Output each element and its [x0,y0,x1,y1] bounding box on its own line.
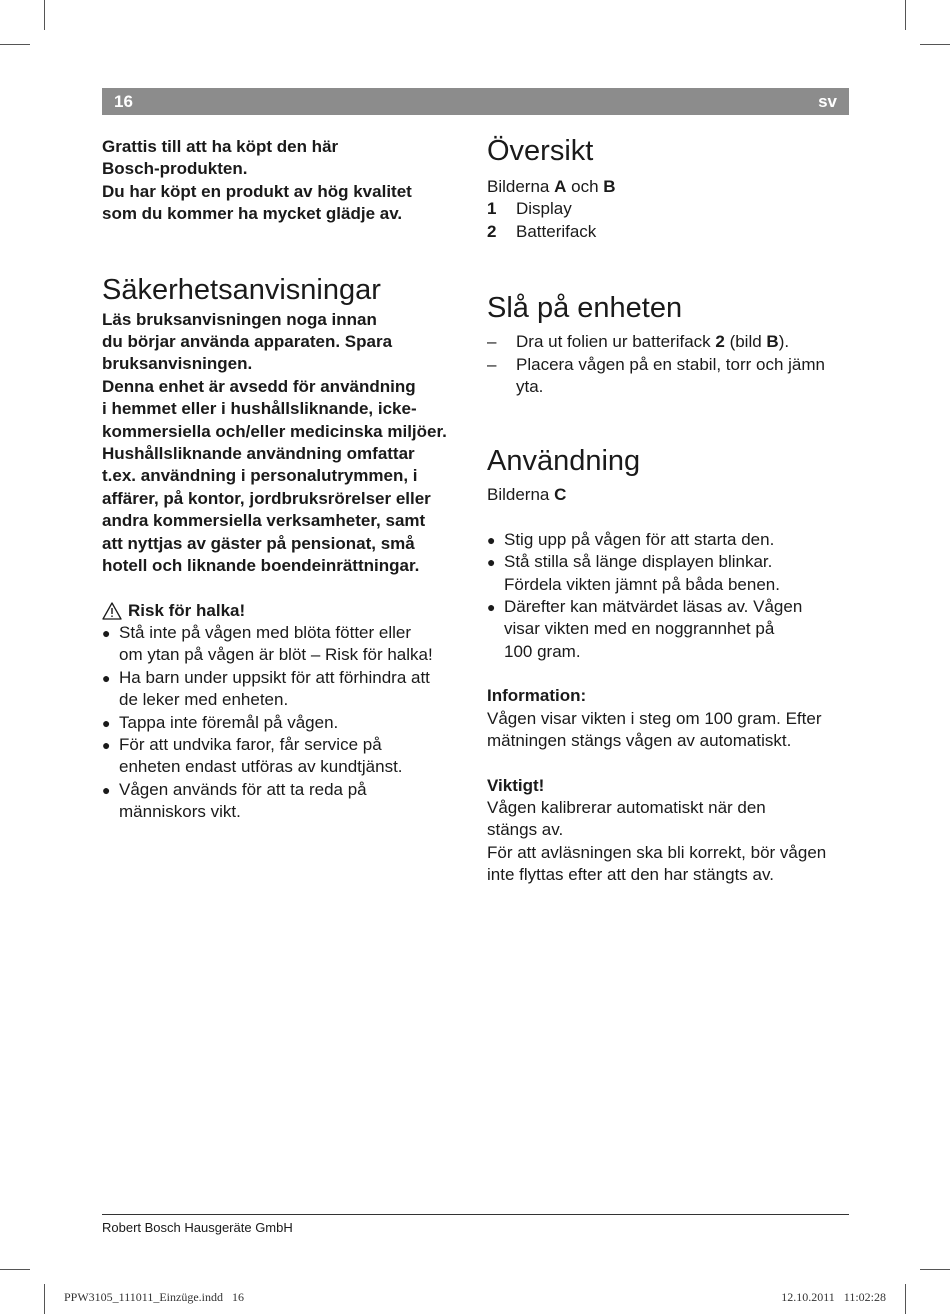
bullet-line: Stå stilla så länge displayen blinkar. [504,552,773,572]
step-line [516,331,849,353]
safety-line: Hushållsliknande användning omfattar [102,444,415,464]
safety-bullet-list [102,622,472,824]
list-item [102,667,472,712]
bullet-line: människors vikt. [119,802,241,822]
safety-line: kommersiella och/eller medicinska miljöer. [102,421,447,441]
intro-line: Grattis till att ha köpt den här [102,137,339,156]
step-line: Placera vågen på en stabil, torr och jämn [516,354,826,374]
bullet-icon: ● [102,781,111,798]
list-item [487,221,849,243]
step-text: Dra ut folien ur batterifack [516,332,716,352]
language-code: sv [818,92,837,111]
intro-paragraph [102,136,472,226]
page-header-bar [102,88,849,115]
important-line: inte flyttas efter att den har stängts av. [487,865,774,885]
crop-mark [44,1284,45,1314]
bullet-icon: ● [102,669,111,686]
list-item [487,529,849,551]
safety-line: andra kommersiella verksamheter, samt [102,511,426,531]
warning-heading [102,600,472,622]
crop-mark [0,1269,30,1270]
usage-heading: Användning [487,445,641,478]
figures-prefix: Bilderna [487,177,555,196]
safety-line: Denna enhet är avsedd för användning [102,376,416,396]
usage-figures [487,484,849,506]
bullet-line: om ytan på vågen är blöt – Risk för halka! [119,645,433,665]
step-text: ). [778,332,790,352]
part-number: 2 [487,221,497,241]
bullet-icon: ● [102,736,111,753]
intro-line: Bosch-produkten. [102,159,248,179]
crop-mark [44,0,45,30]
print-slug-left: PPW3105_111011_Einzüge.indd 16 [64,1290,244,1304]
print-slug-right: 12.10.2011 11:02:28 [781,1290,886,1304]
part-label: Batterifack [516,221,597,241]
info-paragraph [487,708,849,753]
figure-ref-b: B [766,332,779,352]
crop-mark [0,44,30,45]
list-item [102,734,472,779]
safety-line: i hemmet eller i hushållsliknande, icke- [102,399,417,419]
footer-divider [102,1214,849,1215]
important-line: stängs av. [487,820,564,840]
important-paragraph [487,797,849,887]
page-number: 16 [114,92,133,111]
list-item [102,779,472,824]
and-word: och [566,177,604,196]
list-item [487,198,849,220]
warning-triangle-icon [102,602,122,620]
list-item [102,712,472,734]
warning-title: Risk för halka! [128,600,246,620]
safety-line: t.ex. användning i personalutrymmen, i [102,466,418,486]
safety-line: hotell och liknande boendeinrättningar. [102,556,420,576]
figure-ref-a: A [554,177,567,196]
overview-figures [487,176,849,198]
list-item [102,622,472,667]
turn-on-steps [487,331,849,398]
overview-parts-list [487,198,849,243]
crop-mark [905,0,906,30]
bullet-line: 100 gram. [504,641,581,661]
part-number: 1 [487,199,497,219]
safety-paragraph [102,309,472,578]
step-line: yta. [516,377,544,397]
intro-line: Du har köpt en produkt av hög kvalitet [102,181,412,201]
bullet-line: enheten endast utföras av kundtjänst. [119,757,403,777]
figures-prefix: Bilderna [487,485,555,505]
bullet-icon: ● [102,624,111,641]
bullet-line: Stå inte på vågen med blöta fötter eller [119,622,412,642]
figure-ref-c: C [554,485,567,505]
info-line: mätningen stängs vågen av automatiskt. [487,731,792,751]
bullet-line: Stig upp på vågen för att starta den. [504,529,775,549]
bullet-line: de leker med enheten. [119,690,289,710]
info-heading: Information: [487,686,587,706]
bullet-icon: ● [487,554,496,571]
list-item [487,331,849,353]
important-line: För att avläsningen ska bli korrekt, bör vågen [487,842,827,862]
bullet-line: Ha barn under uppsikt för att förhindra att [119,667,430,687]
important-line: Vågen kalibrerar automatiskt när den [487,797,766,817]
info-line: Vågen visar vikten i steg om 100 gram. Efter [487,708,822,728]
list-item [487,354,849,399]
bullet-line: Därefter kan mätvärdet läsas av. Vågen [504,597,803,617]
dash-icon: – [487,354,497,374]
bullet-line: För att undvika faror, får service på [119,734,382,754]
safety-line: affärer, på kontor, jordbruksrörelser eller [102,488,431,508]
overview-heading: Översikt [487,135,594,167]
bullet-line: Fördela vikten jämnt på båda benen. [504,574,780,594]
important-heading: Viktigt! [487,775,545,795]
bullet-icon: ● [102,714,111,731]
left-column [102,136,472,824]
turn-on-heading: Slå på enheten [487,292,683,325]
crop-mark [920,1269,950,1270]
part-label: Display [516,199,572,219]
figure-ref-b: B [603,177,616,196]
safety-line: att nyttjas av gäster på pensionat, små [102,533,415,553]
safety-heading: Säkerhetsanvisningar [102,273,381,306]
safety-line: bruksanvisningen. [102,354,253,374]
crop-mark [920,44,950,45]
right-column [487,136,849,887]
footer-company: Robert Bosch Hausgeräte GmbH [102,1220,293,1235]
bullet-line: Vågen används för att ta reda på [119,779,367,799]
bullet-icon: ● [487,531,496,548]
bullet-line: visar vikten med en noggrannhet på [504,619,775,639]
safety-line: Läs bruksanvisningen noga innan [102,309,377,329]
intro-line: som du kommer ha mycket glädje av. [102,204,403,224]
usage-bullet-list [487,529,849,663]
list-item [487,596,849,663]
step-text: (bild [724,332,767,352]
bullet-line: Tappa inte föremål på vågen. [119,712,339,732]
crop-mark [905,1284,906,1314]
bullet-icon: ● [487,599,496,616]
part-ref: 2 [715,332,725,352]
list-item [487,551,849,596]
dash-icon: – [487,332,497,352]
safety-line: du börjar använda apparaten. Spara [102,332,393,352]
